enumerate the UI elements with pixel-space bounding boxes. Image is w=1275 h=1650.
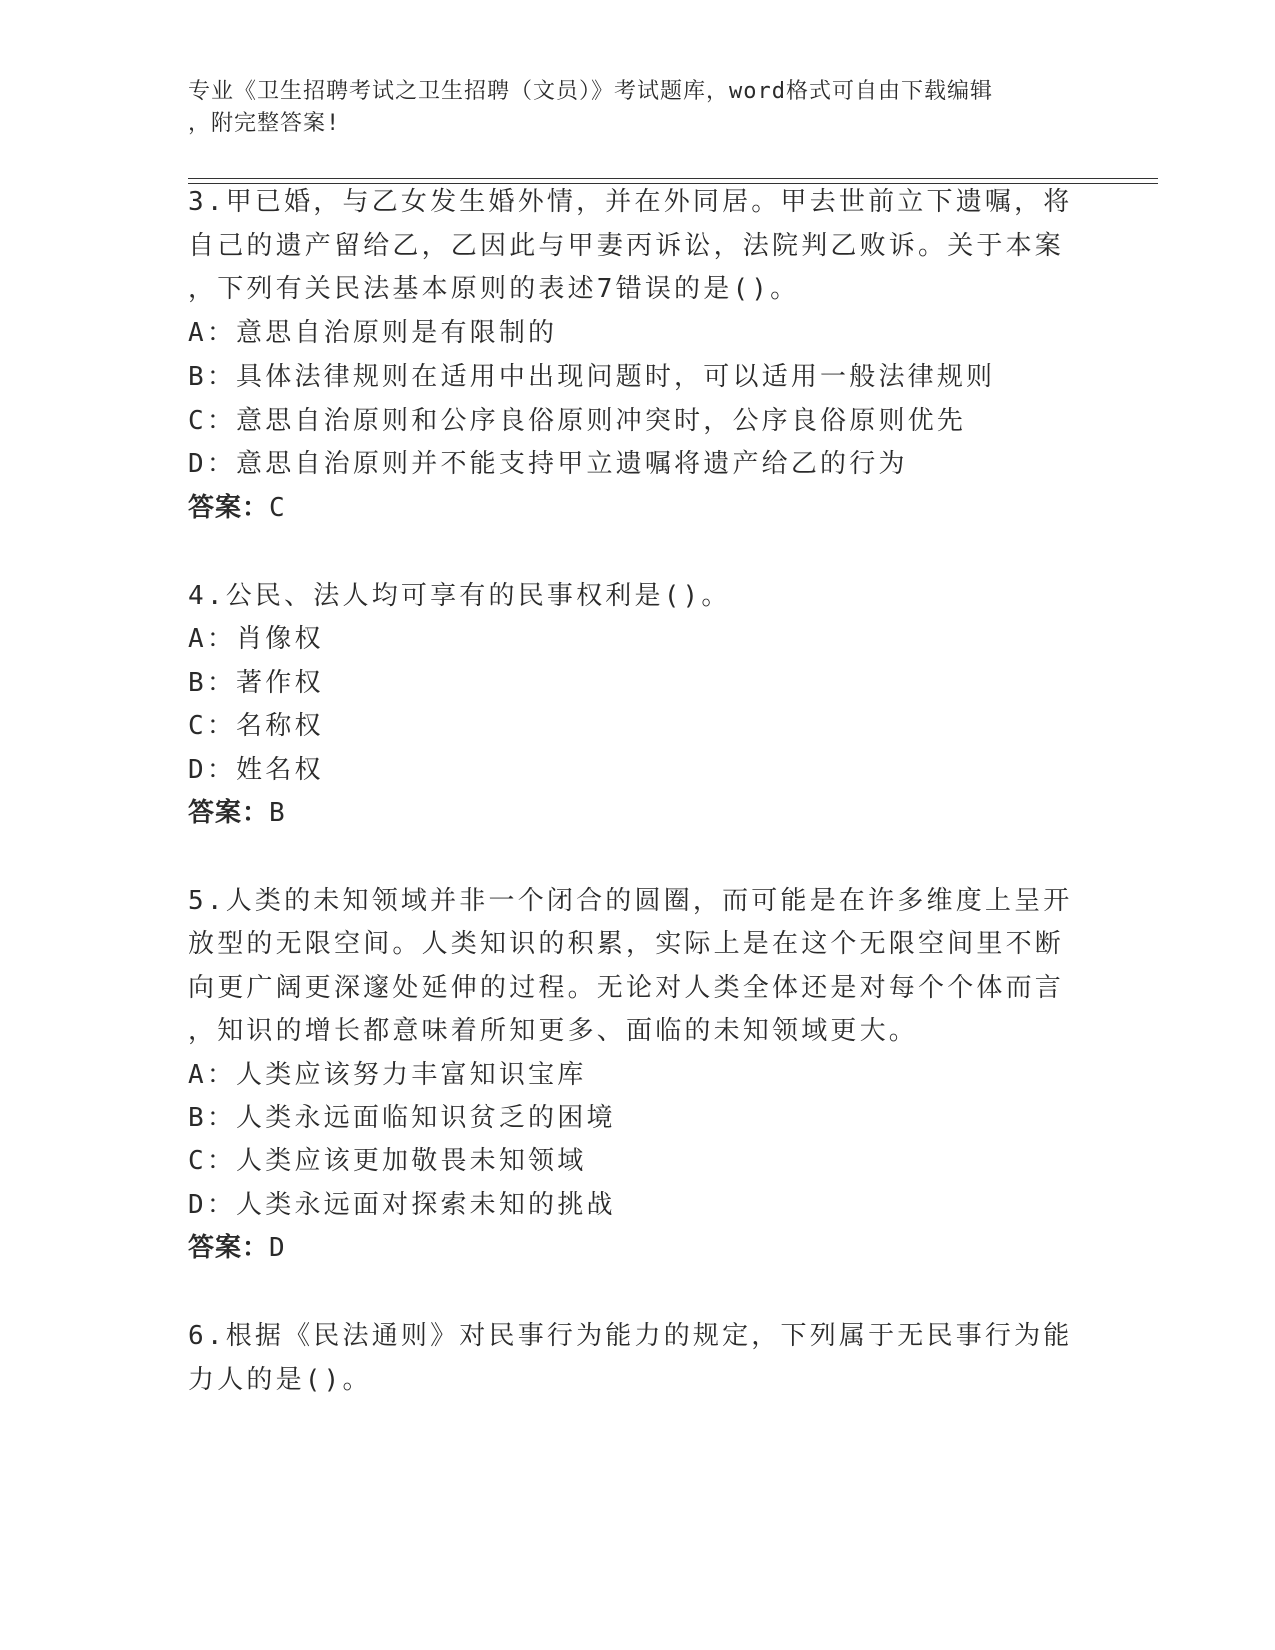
question-5-answer — [188, 1230, 286, 1266]
question-5-option-c: C：人类应该更加敬畏未知领域 — [188, 1146, 587, 1176]
question-5-stem-line-3: 向更广阔更深邃处延伸的过程。无论对人类全体还是对每个个体而言 — [188, 973, 1065, 1003]
question-3-option-d: D：意思自治原则并不能支持甲立遗嘱将遗产给乙的行为 — [188, 449, 908, 479]
question-6-stem-line-2: 力人的是()。 — [188, 1365, 372, 1395]
question-5-option-b: B：人类永远面临知识贫乏的困境 — [188, 1103, 616, 1133]
answer-label: 答案： — [188, 1233, 270, 1263]
question-3-stem-line-1: 3.甲已婚，与乙女发生婚外情，并在外同居。甲去世前立下遗嘱，将 — [188, 187, 1073, 217]
question-3-option-b: B：具体法律规则在适用中出现问题时，可以适用一般法律规则 — [188, 362, 996, 392]
question-4-answer — [188, 795, 286, 831]
header-line-1: 专业《卫生招聘考试之卫生招聘（文员）》考试题库，word格式可自由下载编辑 — [188, 79, 993, 104]
question-4-option-d: D：姓名权 — [188, 755, 324, 785]
answer-value: C — [269, 493, 286, 523]
answer-label: 答案： — [188, 493, 270, 523]
question-5-option-d: D：人类永远面对探索未知的挑战 — [188, 1190, 616, 1220]
header-divider-top — [188, 178, 1158, 179]
answer-value: B — [269, 798, 286, 828]
question-3-stem-line-2: 自己的遗产留给乙，乙因此与甲妻丙诉讼，法院判乙败诉。关于本案 — [188, 231, 1065, 261]
question-3-stem-line-3: ，下列有关民法基本原则的表述7错误的是()。 — [188, 274, 800, 304]
answer-label: 答案： — [188, 798, 270, 828]
header-line-2: ，附完整答案! — [188, 111, 341, 136]
question-4-option-a: A：肖像权 — [188, 624, 324, 654]
question-5-stem-line-2: 放型的无限空间。人类知识的积累，实际上是在这个无限空间里不断 — [188, 929, 1065, 959]
question-5-stem-line-4: ，知识的增长都意味着所知更多、面临的未知领域更大。 — [188, 1016, 919, 1046]
question-3-option-a: A：意思自治原则是有限制的 — [188, 318, 558, 348]
question-5-option-a: A：人类应该努力丰富知识宝库 — [188, 1060, 587, 1090]
question-3-answer — [188, 490, 286, 526]
question-4-option-b: B：著作权 — [188, 668, 324, 698]
document-header — [188, 76, 1068, 140]
question-4-stem-line-1: 4.公民、法人均可享有的民事权利是()。 — [188, 581, 731, 611]
answer-value: D — [269, 1233, 286, 1263]
question-6-stem-line-1: 6.根据《民法通则》对民事行为能力的规定，下列属于无民事行为能 — [188, 1321, 1073, 1351]
question-4-option-c: C：名称权 — [188, 711, 324, 741]
question-3-option-c: C：意思自治原则和公序良俗原则冲突时，公序良俗原则优先 — [188, 406, 967, 436]
question-5-stem-line-1: 5.人类的未知领域并非一个闭合的圆圈，而可能是在许多维度上呈开 — [188, 886, 1073, 916]
